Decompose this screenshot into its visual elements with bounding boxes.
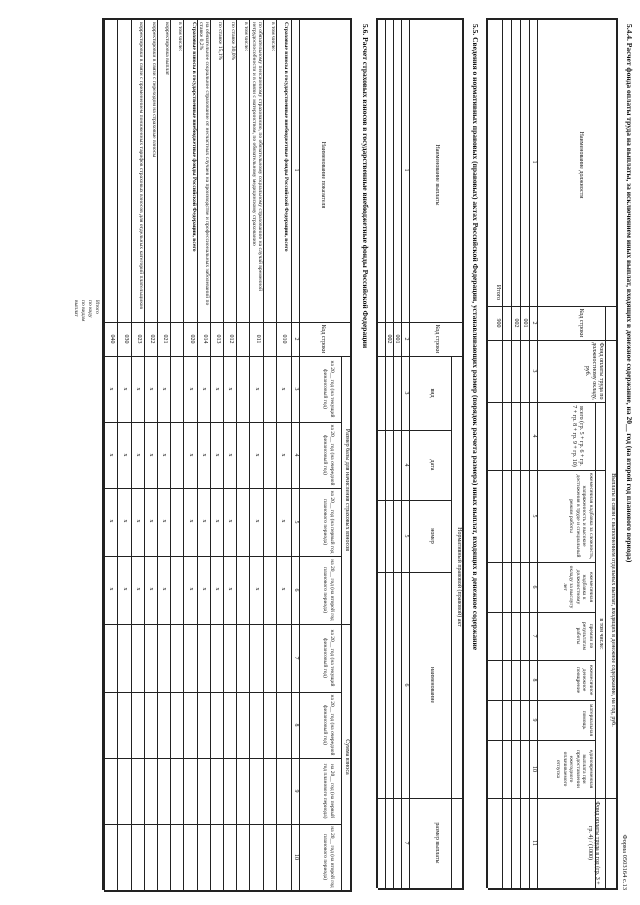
row-code: 022 <box>149 334 155 344</box>
col-payment-size: размер выплаты <box>434 822 440 864</box>
cross-mark: х <box>253 453 260 457</box>
col-total: всего (гр. 5 + гр. 6 + гр. 7 + гр. 8 + гр. 9 + гр. 10) <box>571 405 584 467</box>
col-position-name: Наименование должности <box>578 131 584 199</box>
cross-mark: х <box>161 387 168 391</box>
col-year: на 20__ год (на очередной финансовый год) <box>322 694 335 756</box>
colnum: 9 <box>531 718 537 722</box>
cross-mark: х <box>121 587 128 591</box>
col-indicator-name: Наименование показателя <box>320 141 326 209</box>
col-material-aid: материальная помощь <box>581 704 594 736</box>
cross-mark: х <box>108 519 115 523</box>
col-salary-fund: Фонд оплаты труда по должностному окладу, руб. <box>584 342 604 400</box>
cross-mark: х <box>161 587 168 591</box>
cross-mark: х <box>148 387 154 391</box>
indicator-label: корректировки в связи с применением пониженных тарифов страховых взносов для отдельных категорий плательщиков <box>137 22 144 310</box>
cross-mark: х <box>227 453 234 457</box>
group-sum: Сумма взноса <box>344 739 350 775</box>
indicator-label: корректировка выплат <box>164 22 171 76</box>
colnum: 7 <box>293 656 299 660</box>
colnum: 4 <box>293 453 299 457</box>
extra-label: выплат <box>73 300 79 317</box>
col-act-title: наименование <box>429 666 435 704</box>
colnum: 10 <box>293 854 299 860</box>
extra-label: по видам <box>80 300 86 322</box>
row-code: 021 <box>162 334 169 344</box>
cross-mark: х <box>200 587 207 591</box>
colnum: 2 <box>403 337 409 341</box>
row-code: 010 <box>281 334 287 344</box>
col-vacation-payment: единовременная выплата при предоставлении ежегодного оплачиваемого отпуска <box>555 749 594 789</box>
row-code: 001 <box>522 318 528 328</box>
indicator-label: по ставке 15,1% <box>217 22 223 61</box>
cross-mark: х <box>121 519 128 523</box>
cross-mark: х <box>187 453 194 457</box>
row-code: 002 <box>386 334 392 344</box>
indicator-label: на обязательное социальное страхование от несчастных случаев на производстве и профессиональных заболеваний по ставке 0,2% <box>197 22 210 306</box>
cross-mark: х <box>200 453 207 457</box>
colnum: 6 <box>293 588 299 592</box>
colnum: 2 <box>293 337 299 341</box>
colnum: 3 <box>403 391 409 395</box>
indicator-label <box>118 22 130 320</box>
colnum: 1 <box>293 168 299 172</box>
extra-label: Итого <box>94 300 100 314</box>
colnum: 2 <box>531 321 537 325</box>
cross-mark: х <box>280 519 286 523</box>
colnum: 3 <box>531 369 537 373</box>
indicator-label: Страховые взносы в государственные внебюджетные фонды Российской Федерации, всего <box>190 22 197 252</box>
cross-mark: х <box>187 387 194 391</box>
cross-mark: х <box>280 453 286 457</box>
col-year: на 20__ год (на первый год планового периода) <box>322 490 335 554</box>
col-allowance-complexity: ежемесячная надбавка за сложность, напряженность и высокие достижения в труде и специальный режим работы <box>568 472 594 560</box>
cross-mark: х <box>161 519 168 523</box>
col-year: на 20__ год (на очередной финансовый год) <box>322 424 335 486</box>
colnum: 4 <box>531 434 537 438</box>
col-row-code: Код строки <box>434 324 440 354</box>
row-code: 013 <box>215 334 221 344</box>
cross-mark: х <box>148 519 154 523</box>
cross-mark: х <box>227 387 234 391</box>
cross-mark: х <box>200 519 207 523</box>
col-allowance-seniority: ежемесячная надбавка к должностному окладу за выслугу лет <box>562 565 594 609</box>
indicator-label: по обязательному пенсионному страхованию, по обязательному социальному страхованию на случай временной нетрудоспособности и в связи с материнством, по обязательному медицинскому страхованию <box>250 22 263 292</box>
col-row-code: Код строки <box>320 324 326 354</box>
colnum: 8 <box>293 723 299 727</box>
row-code: 014 <box>201 334 208 344</box>
row-code: 001 <box>394 334 400 344</box>
row-code: 012 <box>228 334 235 344</box>
indicator-label: в том числе: <box>177 22 184 52</box>
row-code: 020 <box>188 334 195 344</box>
col-legal-act: Нормативный правовой (правовой) акт <box>456 527 462 627</box>
cross-mark: х <box>227 587 234 591</box>
colnum: 3 <box>293 387 299 391</box>
indicator-label: Страховые взносы в государственные внебюджетные фонды Российской Федерации, всего <box>283 22 289 252</box>
cross-mark: х <box>108 453 115 457</box>
colnum: 5 <box>403 534 409 538</box>
cross-mark: х <box>121 453 128 457</box>
cross-mark: х <box>280 587 286 591</box>
cross-mark: х <box>227 519 234 523</box>
cross-mark: х <box>187 519 194 523</box>
col-including: в том числе: <box>598 618 604 650</box>
cross-mark: х <box>134 587 141 591</box>
section-55-title: 5.5. Сведения о нормативных правовых (правовых) актах Российской Федерации, устанавливающих размер (порядок расчета размера) иных выплат, входящих в денежное содержание <box>471 24 480 651</box>
group-base: Размер базы для начисления страховых взносов <box>344 428 350 552</box>
cross-mark: х <box>134 453 141 457</box>
cross-mark: х <box>280 387 286 391</box>
colnum: 10 <box>531 766 537 772</box>
section-544-title: 5.4.4. Расчет фонда оплаты труда на выплаты, за исключением иных выплат, входящих в денежное содержание, на 20__ год (на второй год планового периода) <box>625 24 634 563</box>
colnum: 4 <box>403 463 409 467</box>
row-code: 002 <box>513 318 519 328</box>
cross-mark: х <box>148 587 154 591</box>
group-header-payments: Выплаты в связи с выполнением отдельных выплат, входящих в денежное содержание, на год, руб. <box>610 473 616 727</box>
section-56-title: 5.6. Расчет страховых взносов в государственные внебюджетные фонды Российской Федерации <box>361 24 370 349</box>
col-annual-fund: Фонд оплаты труда в год (гр. 3 + гр. 4) / (1000) <box>587 801 600 885</box>
colnum: 5 <box>531 514 537 518</box>
form-code: Форма 0503164 с.13 <box>621 834 628 890</box>
cross-mark: х <box>214 587 220 591</box>
col-act-number: номер <box>429 528 435 544</box>
extra-label: по коду <box>87 300 93 318</box>
row-code: 030 <box>122 334 129 344</box>
colnum: 9 <box>293 789 299 793</box>
cross-mark: х <box>200 387 207 391</box>
col-monthly-incentive: ежемесячное денежное поощрение <box>575 664 594 696</box>
col-payment-name: Наименование выплаты <box>434 144 440 206</box>
indicator-label: по ставке 30,0% <box>230 22 237 61</box>
total-label: Итого <box>495 284 501 300</box>
cross-mark: х <box>108 387 115 391</box>
colnum: 5 <box>293 520 299 524</box>
cross-mark: х <box>108 587 115 591</box>
indicator-label: корректировки в связи с переходом на страховые взносы <box>151 22 157 158</box>
cross-mark: х <box>134 519 141 523</box>
cross-mark: х <box>134 387 141 391</box>
indicator-label <box>105 22 117 320</box>
colnum: 7 <box>531 634 537 638</box>
col-year: на 20__ год (на текущий финансовый год) <box>322 360 335 418</box>
cross-mark: х <box>161 453 168 457</box>
colnum: 7 <box>403 841 409 845</box>
cross-mark: х <box>148 453 154 457</box>
cross-mark: х <box>253 519 260 523</box>
indicator-label: в том числе: <box>269 22 276 52</box>
col-year: на 20__ год (на текущий финансовый год) <box>322 629 335 687</box>
col-act-date: дата <box>429 459 435 471</box>
colnum: 8 <box>531 678 537 682</box>
total-code: 900 <box>495 318 501 328</box>
col-year: на 20__ год (на первый год планового периода) <box>322 763 335 819</box>
colnum: 1 <box>531 160 537 164</box>
col-year: на 20__ год (на второй год планового периода) <box>322 826 335 888</box>
colnum: 6 <box>531 585 537 589</box>
row-code: 011 <box>254 334 261 344</box>
cross-mark: х <box>214 453 220 457</box>
cross-mark: х <box>214 519 220 523</box>
col-bonus: премии по результатам работы <box>575 621 594 651</box>
cross-mark: х <box>253 587 260 591</box>
colnum: 1 <box>403 168 409 172</box>
col-row-code: Код строки <box>578 308 584 338</box>
cross-mark: х <box>253 387 260 391</box>
colnum: 11 <box>531 840 537 846</box>
cross-mark: х <box>214 387 220 391</box>
row-code: 023 <box>135 334 142 344</box>
row-code: 040 <box>109 334 116 344</box>
col-act-kind: вид <box>429 388 435 398</box>
cross-mark: х <box>121 387 128 391</box>
col-year: на 20__ год (на второй год планового периода) <box>322 559 335 621</box>
colnum: 6 <box>403 683 409 687</box>
indicator-label: в том числе: <box>243 22 250 52</box>
cross-mark: х <box>187 587 194 591</box>
